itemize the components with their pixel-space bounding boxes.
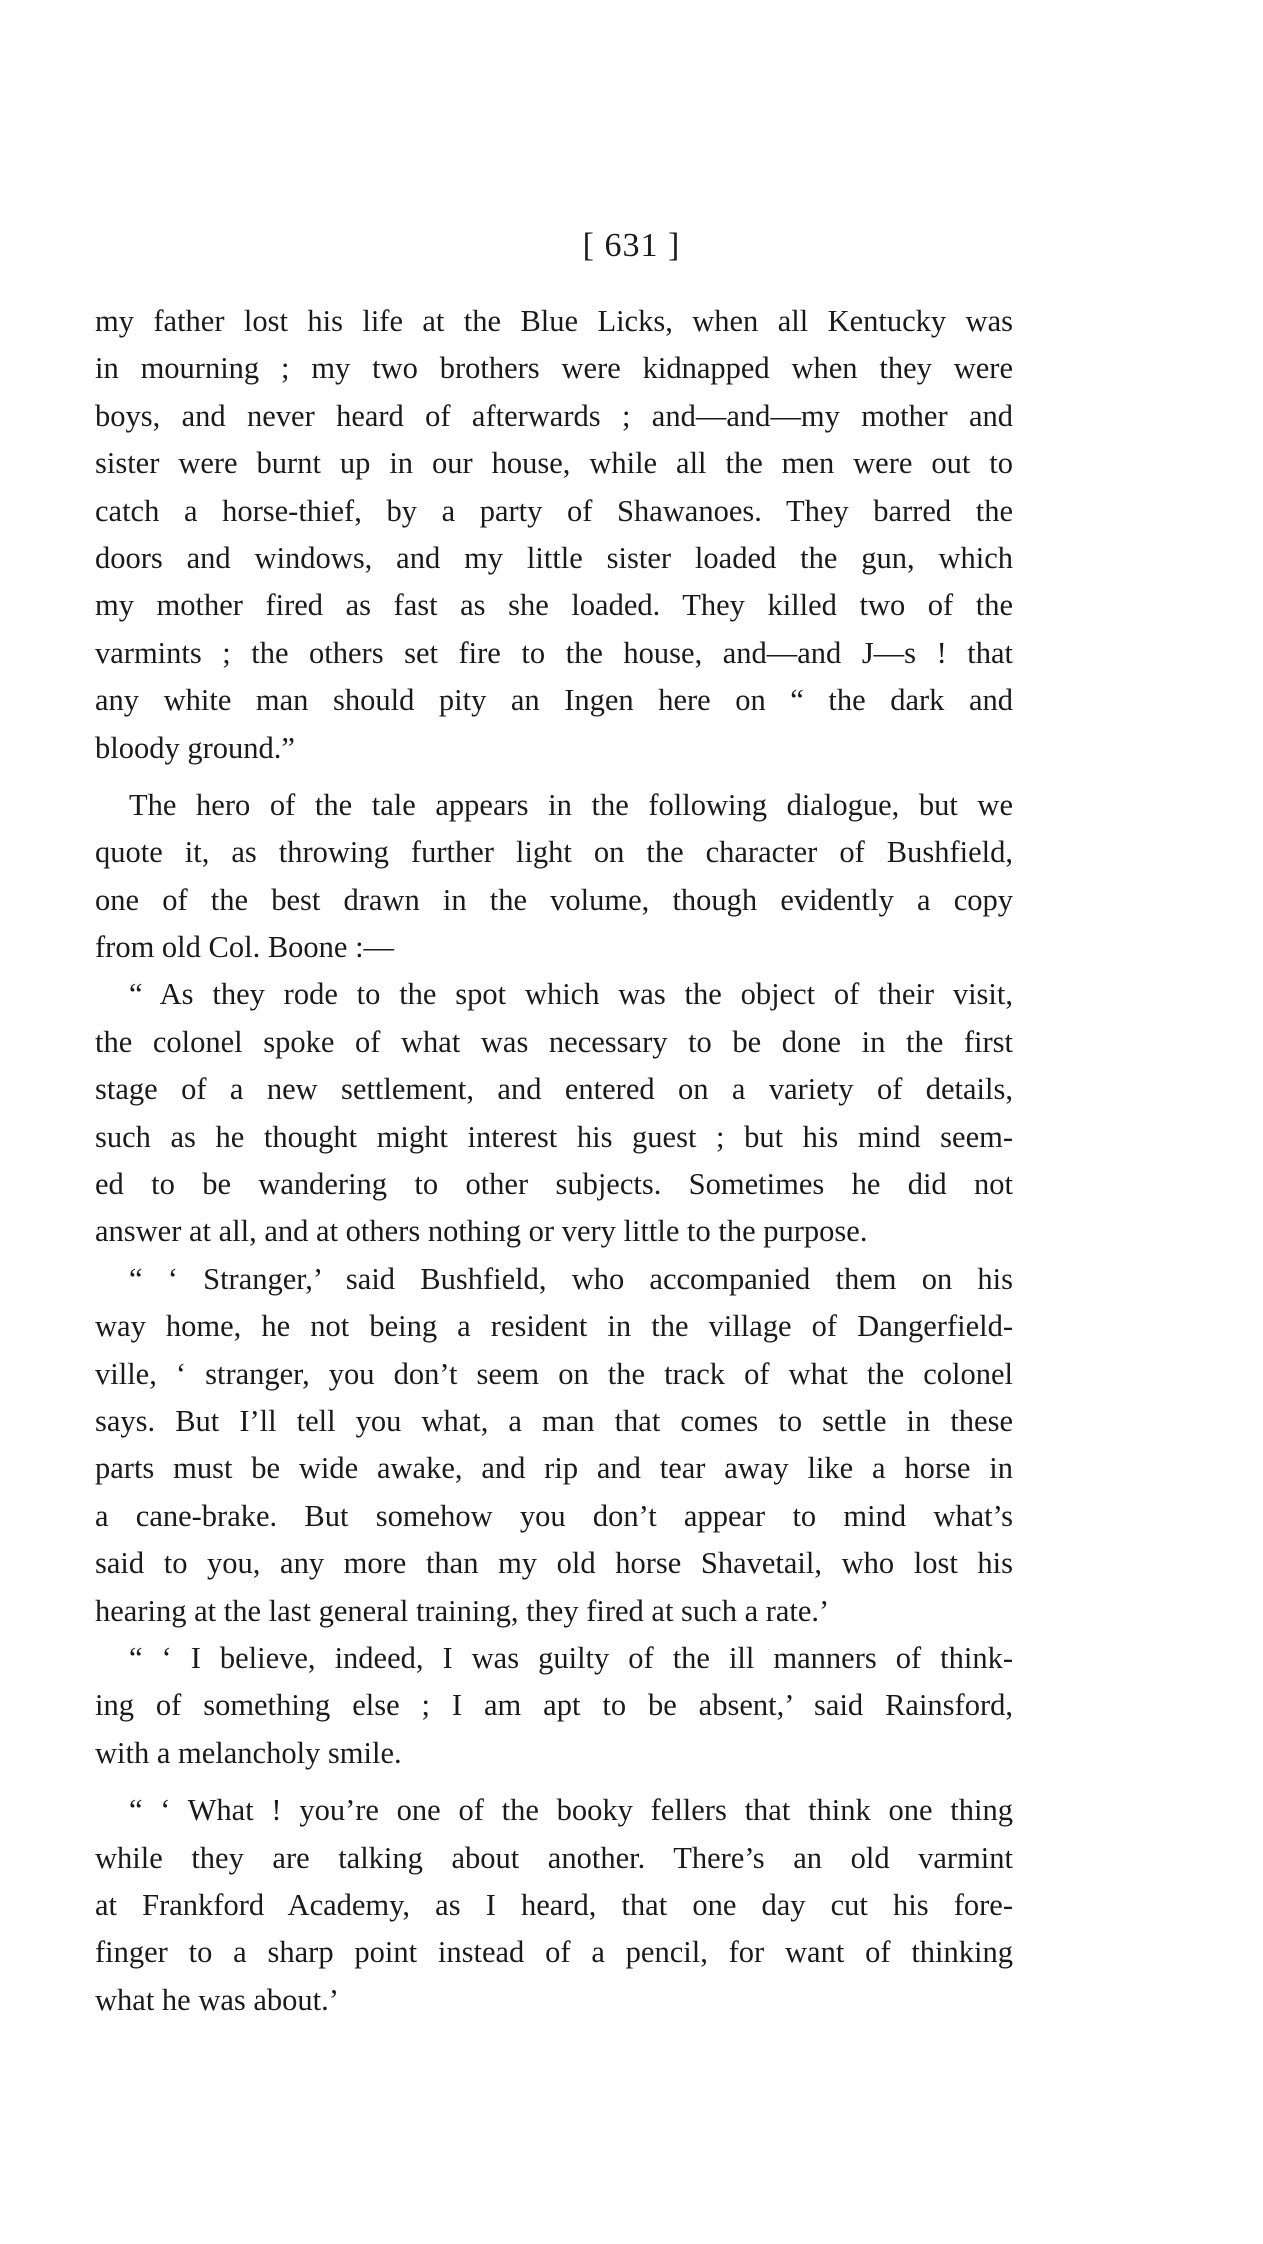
page-number: [ 631 ] xyxy=(582,227,681,264)
text-line: from old Col. Boone :— xyxy=(95,930,395,965)
text-line: said to you, any more than my old horse Shavetail, who lost his xyxy=(95,1546,1013,1581)
text-line: what he was about.’ xyxy=(95,1982,339,2017)
text-line: a cane-brake. But somehow you don’t appear to mind what’s xyxy=(95,1498,1013,1533)
text-line: hearing at the last general training, they fired at such a rate.’ xyxy=(95,1593,830,1628)
paragraph xyxy=(95,1787,1013,2024)
text-line: The hero of the tale appears in the following dialogue, but we xyxy=(129,787,1013,822)
text-line: “ ‘ I believe, indeed, I was guilty of the ill manners of think- xyxy=(129,1640,1013,1675)
text-line: at Frankford Academy, as I heard, that one day cut his fore- xyxy=(95,1887,1013,1922)
paragraph xyxy=(95,298,1013,772)
paragraph xyxy=(95,1635,1013,1777)
text-line: ville, ‘ stranger, you don’t seem on the track of what the colonel xyxy=(95,1356,1013,1391)
text-line: the colonel spoke of what was necessary to be done in the first xyxy=(95,1024,1013,1059)
text-line: any white man should pity an Ingen here on “ the dark and xyxy=(95,683,1013,718)
paragraph xyxy=(95,971,1013,1255)
text-line: parts must be wide awake, and rip and tear away like a horse in xyxy=(95,1451,1013,1486)
text-line: way home, he not being a resident in the village of Dangerfield- xyxy=(95,1309,1013,1344)
text-line: one of the best drawn in the volume, though evidently a copy xyxy=(95,882,1013,917)
text-line: “ ‘ Stranger,’ said Bushfield, who accompanied them on his xyxy=(129,1261,1013,1296)
paragraph xyxy=(95,782,1013,972)
text-line: quote it, as throwing further light on the character of Bushfield, xyxy=(95,835,1013,870)
text-line: stage of a new settlement, and entered on a variety of details, xyxy=(95,1072,1013,1107)
body-text xyxy=(95,298,1013,2024)
text-line: “ As they rode to the spot which was the object of their visit, xyxy=(129,977,1013,1012)
text-line: catch a horse-thief, by a party of Shawanoes. They barred the xyxy=(95,493,1013,528)
text-line: ing of something else ; I am apt to be absent,’ said Rainsford, xyxy=(95,1688,1013,1723)
text-line: my mother fired as fast as she loaded. They killed two of the xyxy=(95,588,1013,623)
text-line: my father lost his life at the Blue Licks, when all Kentucky was xyxy=(95,304,1013,338)
text-line: varmints ; the others set fire to the house, and—and J—s ! that xyxy=(95,635,1013,670)
paragraph xyxy=(95,1256,1013,1635)
text-line: while they are talking about another. There’s an old varmint xyxy=(95,1840,1013,1875)
text-line: such as he thought might interest his guest ; but his mind seem- xyxy=(95,1119,1013,1154)
text-line: sister were burnt up in our house, while all the men were out to xyxy=(95,446,1013,481)
text-line: “ ‘ What ! you’re one of the booky fellers that think one thing xyxy=(129,1793,1013,1828)
text-line: doors and windows, and my little sister loaded the gun, which xyxy=(95,540,1013,575)
text-line: says. But I’ll tell you what, a man that comes to settle in these xyxy=(95,1403,1013,1438)
text-line: in mourning ; my two brothers were kidnapped when they were xyxy=(95,351,1013,386)
text-line: ed to be wandering to other subjects. Sometimes he did not xyxy=(95,1167,1013,1202)
text-line: with a melancholy smile. xyxy=(95,1735,402,1770)
text-line: boys, and never heard of afterwards ; and—and—my mother and xyxy=(95,398,1013,433)
text-line: bloody ground.” xyxy=(95,730,295,765)
text-line: finger to a sharp point instead of a pencil, for want of thinking xyxy=(95,1935,1013,1970)
text-line: answer at all, and at others nothing or very little to the purpose. xyxy=(95,1214,868,1249)
